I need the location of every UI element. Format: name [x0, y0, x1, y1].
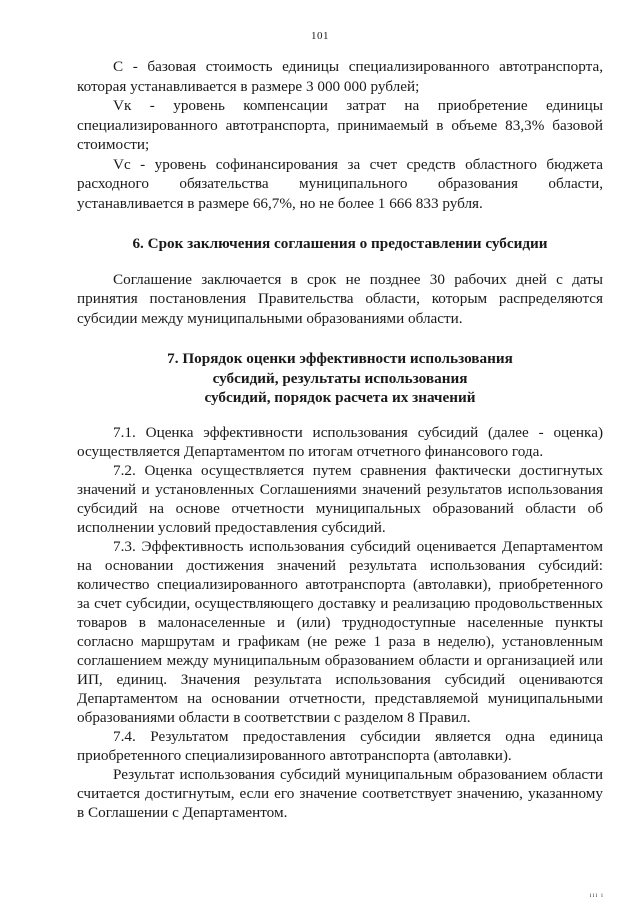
section-7-paragraph-7-3: 7.3. Эффективность использования субсидий оценивается Департаментом на основании достижения значений результата использования субсидий: количество специализированного автотранспорта (автолавки), приобретенного за счет субсидии, осуществляющего доставку и реализацию продовольственных товаров в малонаселенные и (или) труднодоступные населенные пункты согласно маршрутам и графикам (не реже 1 раза в неделю), установленным соглашением между муниципальным образованием области и организацией или ИП, единиц. Значения результата использования субсидий оцениваются Департаментом на основании отчетности, представляемой муниципальными образованиями области в соответствии с разделом 8 Правил. — [77, 537, 603, 726]
section-7-heading — [77, 349, 603, 408]
section-7-heading-line-3: субсидий, порядок расчета их значений — [204, 389, 476, 406]
section-7-heading-line-1: 7. Порядок оценки эффективности использования — [167, 350, 513, 367]
scan-footer-mark: ııı ı — [589, 891, 604, 899]
paragraph-compensation-level: Vк - уровень компенсации затрат на приобретение единицы специализированного автотранспорта, принимаемый в объеме 83,3% базовой стоимости; — [77, 97, 603, 153]
section-7-paragraph-7-1: 7.1. Оценка эффективности использования субсидий (далее - оценка) осуществляется Департаментом по итогам отчетного финансового года. — [77, 423, 603, 460]
paragraph-cofinancing-level: Vс - уровень софинансирования за счет средств областного бюджета расходного обязательства муниципального образования области, устанавливается в размере 66,7%, но не более 1 666 833 рубля. — [77, 155, 603, 212]
document-body — [77, 57, 603, 822]
section-7-paragraph-7-2: 7.2. Оценка осуществляется путем сравнения фактически достигнутых значений и установленных Соглашениями значений результатов использования субсидий на основе отчетности муниципальных образований области об исполнении условий предоставления субсидий. — [77, 461, 603, 536]
section-7-heading-line-2: субсидий, результаты использования — [212, 369, 468, 387]
section-6-paragraph: Соглашение заключается в срок не позднее 30 рабочих дней с даты принятия постановления Правительства области, которым распределяются субсидии между муниципальными образованиями области. — [77, 270, 603, 327]
section-7-paragraph-result: Результат использования субсидий муниципальным образованием области считается достигнутым, если его значение соответствует значению, указанному в Соглашении с Департаментом. — [77, 765, 603, 821]
paragraph-base-cost: С - базовая стоимость единицы специализированного автотранспорта, которая устанавливается в размере 3 000 000 рублей; — [77, 58, 603, 95]
section-7-paragraph-7-4: 7.4. Результатом предоставления субсидии является одна единица приобретенного специализированного автотранспорта (автолавки). — [77, 727, 603, 764]
page-number: 101 — [311, 30, 329, 42]
section-6-heading: 6. Срок заключения соглашения о предоставлении субсидии — [132, 235, 548, 252]
